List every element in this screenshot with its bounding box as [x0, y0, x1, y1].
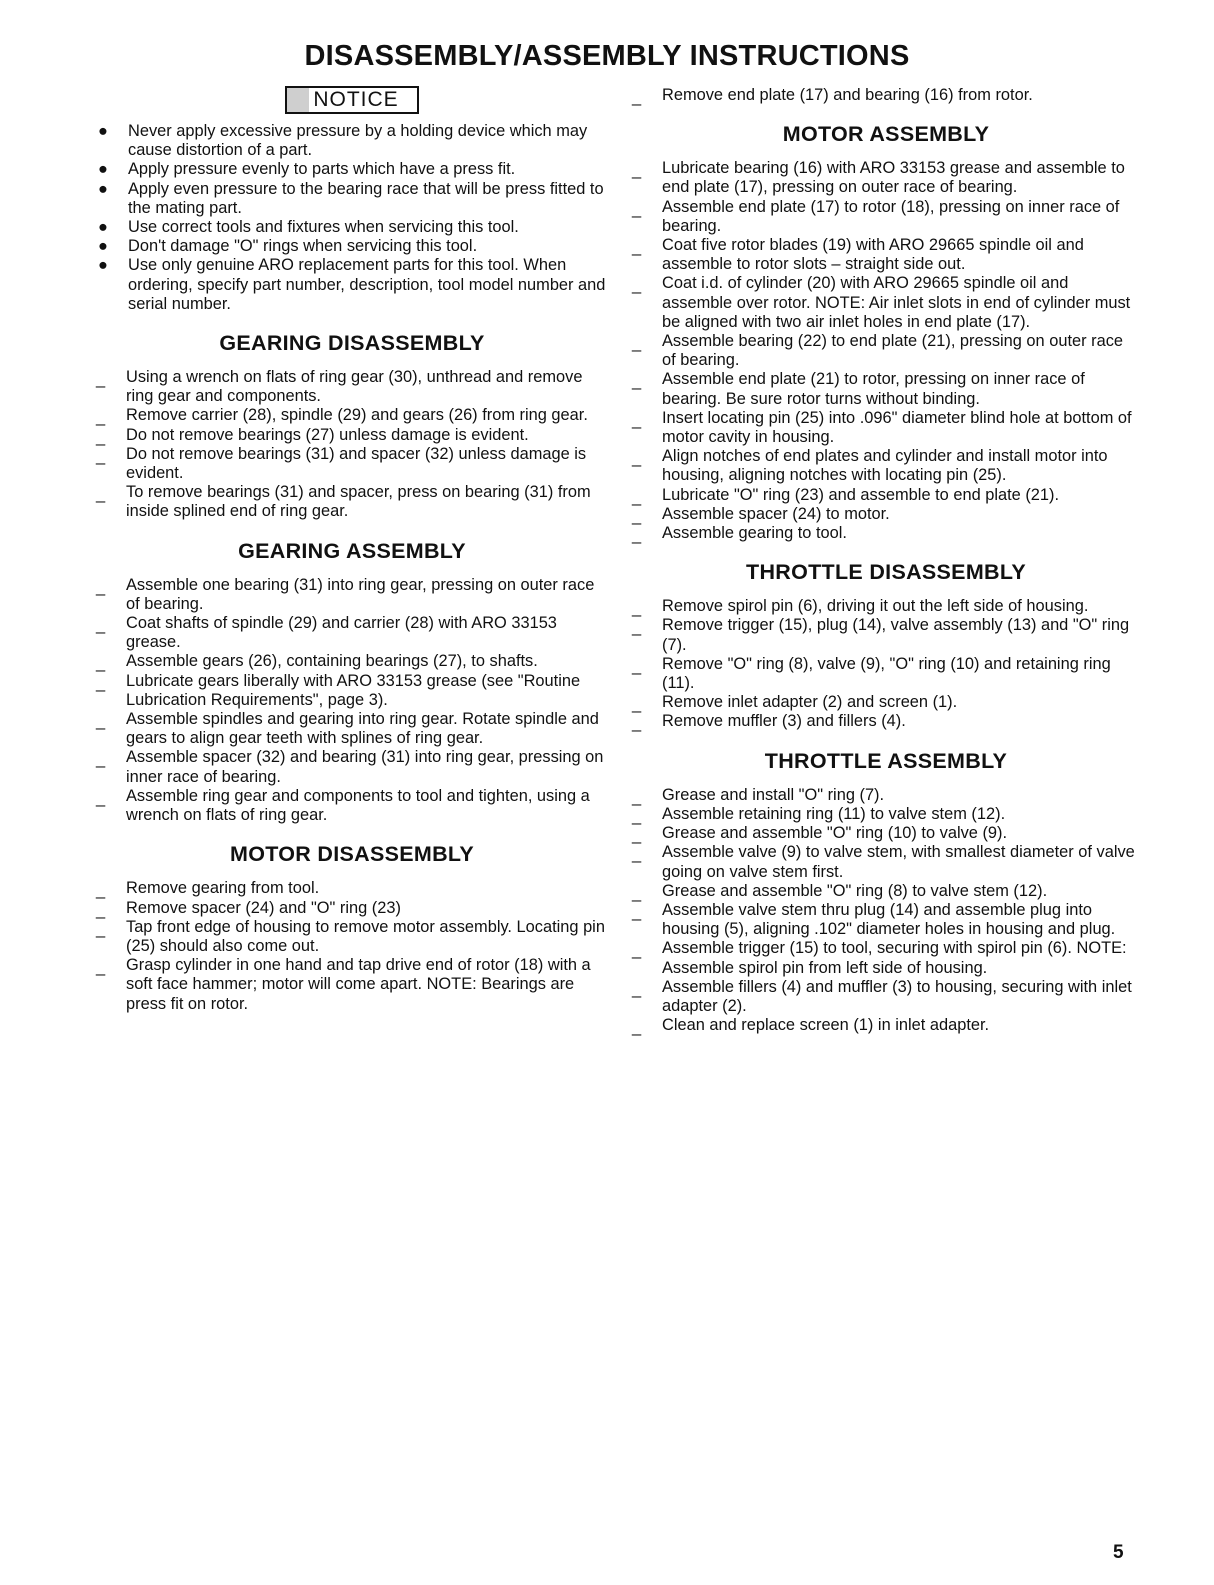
- list-item-text: Don't damage "O" rings when servicing this tool.: [128, 237, 478, 256]
- list-item: [96, 426, 608, 445]
- list-item-text: Use correct tools and fixtures when servicing this tool.: [128, 218, 519, 237]
- dash-marker: _: [632, 506, 642, 525]
- list-item-text: Remove gearing from tool.: [126, 879, 320, 898]
- dash-marker: _: [96, 712, 106, 731]
- list-item-text: Assemble one bearing (31) into ring gear, pressing on outer race of bearing.: [126, 575, 595, 613]
- bullet-icon: ●: [98, 179, 108, 198]
- list-item: [632, 616, 1140, 654]
- gearing-disassembly-list: [96, 368, 608, 522]
- list-item: [632, 486, 1140, 505]
- dash-marker: _: [96, 673, 106, 692]
- dash-marker: _: [632, 276, 642, 295]
- list-item: [96, 672, 608, 710]
- dash-marker: _: [632, 902, 642, 921]
- list-item: [632, 409, 1140, 447]
- list-item-text: Do not remove bearings (31) and spacer (32) unless damage is evident.: [126, 444, 587, 483]
- list-item: [632, 939, 1140, 977]
- gearing-assembly-heading: GEARING ASSEMBLY: [238, 538, 466, 563]
- page-title: DISASSEMBLY/ASSEMBLY INSTRUCTIONS: [304, 40, 910, 72]
- dash-marker: _: [96, 616, 106, 635]
- dash-marker: _: [632, 845, 642, 864]
- list-item-text: Using a wrench on flats of ring gear (30), unthread and remove ring gear and components.: [126, 368, 583, 406]
- list-item: [632, 901, 1140, 939]
- list-item: [632, 843, 1140, 881]
- list-item-text: Remove "O" ring (8), valve (9), "O" ring (10) and retaining ring (11).: [662, 654, 1111, 693]
- dash-marker: _: [632, 979, 642, 998]
- dash-marker: _: [632, 238, 642, 257]
- list-item-text: Assemble fillers (4) and muffler (3) to housing, securing with inlet adapter (2).: [662, 977, 1132, 1015]
- list-item-text: Assemble bearing (22) to end plate (21), pressing on outer race of bearing.: [662, 332, 1124, 370]
- list-item: [96, 710, 608, 748]
- dash-marker: _: [96, 919, 106, 938]
- left-column: [96, 86, 608, 1014]
- list-item: [632, 524, 1140, 543]
- list-item-text: To remove bearings (31) and spacer, press on bearing (31) from inside splined end of ring gear.: [126, 483, 591, 521]
- dash-marker: _: [96, 370, 106, 389]
- dash-marker: _: [632, 410, 642, 429]
- dash-marker: _: [96, 750, 106, 769]
- list-item: [96, 899, 608, 918]
- motor-disassembly-list: [96, 879, 608, 1013]
- list-item-text: Insert locating pin (25) into .096" diameter blind hole at bottom of motor cavity in housing.: [662, 408, 1132, 447]
- list-item-text: Assemble trigger (15) to tool, securing with spirol pin (6). NOTE: Assemble spirol pin from left side of housing.: [662, 939, 1127, 977]
- list-item-text: Grease and assemble "O" ring (8) to valve stem (12).: [662, 881, 1048, 900]
- list-item: [96, 180, 608, 218]
- gearing-assembly-list: [96, 576, 608, 826]
- list-item-text: Remove carrier (28), spindle (29) and gears (26) from ring gear.: [126, 406, 588, 425]
- list-item: [632, 805, 1140, 824]
- dash-marker: _: [632, 656, 642, 675]
- list-item: [96, 652, 608, 671]
- bullet-icon: ●: [98, 160, 108, 179]
- list-item-text: Grease and assemble "O" ring (10) to valve (9).: [662, 824, 1008, 843]
- list-item: [96, 748, 608, 786]
- list-item-text: Lubricate bearing (16) with ARO 33153 grease and assemble to end plate (17), pressing on outer race of bearing.: [662, 159, 1125, 197]
- dash-marker: _: [632, 787, 642, 806]
- list-item: [632, 655, 1140, 693]
- dash-marker: _: [632, 806, 642, 825]
- dash-marker: _: [632, 714, 642, 733]
- list-item-text: Clean and replace screen (1) in inlet adapter.: [662, 1016, 990, 1035]
- dash-marker: _: [96, 408, 106, 427]
- right-column: [632, 86, 1140, 1035]
- list-item-text: Remove muffler (3) and fillers (4).: [662, 712, 906, 731]
- list-item-text: Coat i.d. of cylinder (20) with ARO 29665 spindle oil and assemble over rotor. NOTE: Air inlet slots in end of cylinder must be aligned with two air inlet holes in end plate (17).: [662, 274, 1131, 331]
- dash-marker: _: [96, 427, 106, 446]
- list-item: [632, 86, 1140, 105]
- dash-marker: _: [632, 199, 642, 218]
- list-item: [96, 122, 608, 160]
- list-item: [632, 236, 1140, 274]
- list-item: [96, 160, 608, 179]
- list-item: [96, 576, 608, 614]
- list-item-text: Lubricate "O" ring (23) and assemble to end plate (21).: [662, 485, 1060, 504]
- list-item-text: Do not remove bearings (27) unless damage is evident.: [126, 425, 529, 444]
- notice-header: [96, 86, 608, 114]
- list-item-text: Coat shafts of spindle (29) and carrier (28) with ARO 33153 grease.: [126, 614, 557, 652]
- list-item-text: Remove spacer (24) and "O" ring (23): [126, 898, 401, 917]
- list-item: [96, 368, 608, 406]
- dash-marker: _: [632, 941, 642, 960]
- list-item-text: Coat five rotor blades (19) with ARO 29665 spindle oil and assemble to rotor slots – straight side out.: [662, 236, 1084, 274]
- throttle-disassembly-heading: THROTTLE DISASSEMBLY: [746, 560, 1026, 585]
- motor-disassembly-heading: MOTOR DISASSEMBLY: [229, 842, 475, 867]
- list-item-text: Assemble valve stem thru plug (14) and assemble plug into housing (5), aligning .102" diameter holes in housing and plug.: [662, 900, 1116, 939]
- list-item-text: Assemble end plate (17) to rotor (18), pressing on inner race of bearing.: [662, 197, 1120, 235]
- list-item: [632, 978, 1140, 1016]
- motor-disassembly-continued-list: [632, 86, 1140, 105]
- list-item: [632, 597, 1140, 616]
- list-item: [96, 787, 608, 825]
- bullet-icon: ●: [98, 122, 108, 140]
- list-item-text: Assemble spacer (24) to motor.: [662, 504, 890, 523]
- dash-marker: _: [632, 487, 642, 506]
- dash-marker: _: [632, 88, 642, 106]
- list-item: [96, 406, 608, 425]
- list-item: [632, 824, 1140, 843]
- dash-marker: _: [96, 485, 106, 504]
- list-item-text: Grease and install "O" ring (7).: [662, 785, 885, 804]
- throttle-assembly-list: [632, 786, 1140, 1036]
- list-item: [96, 918, 608, 956]
- dash-marker: _: [632, 161, 642, 180]
- dash-marker: _: [632, 695, 642, 714]
- dash-marker: _: [632, 883, 642, 902]
- bullet-icon: ●: [98, 256, 108, 275]
- dash-marker: _: [632, 1018, 642, 1037]
- bullet-icon: ●: [98, 218, 108, 237]
- page-number: 5: [1113, 1542, 1124, 1563]
- list-item: [632, 274, 1140, 332]
- list-item-text: Assemble retaining ring (11) to valve stem (12).: [662, 804, 1006, 823]
- list-item: [96, 237, 608, 256]
- dash-marker: _: [96, 958, 106, 977]
- list-item-text: Remove spirol pin (6), driving it out the left side of housing.: [662, 597, 1089, 616]
- bullet-icon: ●: [98, 237, 108, 256]
- throttle-disassembly-list: [632, 597, 1140, 731]
- list-item: [96, 256, 608, 314]
- list-item: [632, 712, 1140, 731]
- dash-marker: _: [96, 900, 106, 919]
- dash-marker: _: [632, 618, 642, 637]
- list-item-text: Align notches of end plates and cylinder and install motor into housing, aligning notches with locating pin (25).: [662, 447, 1108, 485]
- dash-marker: _: [96, 881, 106, 900]
- list-item-text: Remove trigger (15), plug (14), valve assembly (13) and "O" ring (7).: [662, 616, 1130, 654]
- list-item: [96, 218, 608, 237]
- list-item: [96, 445, 608, 483]
- list-item: [632, 198, 1140, 236]
- dash-marker: _: [632, 599, 642, 618]
- list-item: [632, 693, 1140, 712]
- list-item: [632, 370, 1140, 408]
- list-item: [96, 614, 608, 652]
- dash-marker: _: [632, 449, 642, 468]
- list-item: [632, 447, 1140, 485]
- dash-marker: _: [632, 826, 642, 845]
- dash-marker: _: [96, 654, 106, 673]
- list-item: [96, 879, 608, 898]
- motor-assembly-heading: MOTOR ASSEMBLY: [782, 122, 990, 147]
- dash-marker: _: [96, 577, 106, 596]
- list-item-text: Apply even pressure to the bearing race that will be press fitted to the mating part.: [128, 179, 604, 217]
- list-item: [96, 956, 608, 1014]
- dash-marker: _: [632, 372, 642, 391]
- list-item-text: Assemble valve (9) to valve stem, with smallest diameter of valve going on valve stem first.: [662, 843, 1135, 881]
- list-item-text: Apply pressure evenly to parts which have a press fit.: [128, 160, 516, 179]
- dash-marker: _: [632, 526, 642, 545]
- dash-marker: _: [96, 446, 106, 465]
- list-item: [632, 882, 1140, 901]
- notice-label: NOTICE: [285, 86, 418, 114]
- notice-list: [96, 122, 608, 314]
- list-item-text: Assemble spindles and gearing into ring gear. Rotate spindle and gears to align gear teeth with splines of ring gear.: [126, 710, 599, 748]
- dash-marker: _: [96, 788, 106, 807]
- gearing-disassembly-heading: GEARING DISASSEMBLY: [219, 331, 485, 356]
- list-item-text: Tap front edge of housing to remove motor assembly. Locating pin (25) should also come out.: [126, 917, 605, 955]
- list-item-text: Never apply excessive pressure by a holding device which may cause distortion of a part.: [128, 122, 588, 160]
- list-item: [632, 332, 1140, 370]
- list-item: [632, 159, 1140, 197]
- list-item-text: Assemble gearing to tool.: [662, 524, 847, 543]
- list-item-text: Remove end plate (17) and bearing (16) from rotor.: [662, 86, 1033, 104]
- throttle-assembly-heading: THROTTLE ASSEMBLY: [764, 748, 1008, 773]
- dash-marker: _: [632, 334, 642, 353]
- list-item-text: Grasp cylinder in one hand and tap drive end of rotor (18) with a soft face hammer; motor will come apart. NOTE: Bearings are press fit on rotor.: [126, 956, 591, 1013]
- list-item-text: Remove inlet adapter (2) and screen (1).: [662, 693, 958, 712]
- list-item: [632, 786, 1140, 805]
- list-item-text: Assemble ring gear and components to tool and tighten, using a wrench on flats of ring gear.: [126, 786, 590, 825]
- list-item-text: Assemble end plate (21) to rotor, pressing on inner race of bearing. Be sure rotor turns without binding.: [662, 370, 1085, 408]
- motor-assembly-list: [632, 159, 1140, 543]
- list-item-text: Assemble gears (26), containing bearings (27), to shafts.: [126, 652, 538, 671]
- list-item: [96, 483, 608, 521]
- list-item: [632, 1016, 1140, 1035]
- list-item-text: Lubricate gears liberally with ARO 33153 grease (see "Routine Lubrication Requirements", page 3).: [126, 671, 581, 709]
- list-item-text: Assemble spacer (32) and bearing (31) into ring gear, pressing on inner race of bearing.: [126, 748, 604, 786]
- list-item-text: Use only genuine ARO replacement parts for this tool. When ordering, specify part number, description, tool model number and serial number.: [128, 256, 606, 313]
- list-item: [632, 505, 1140, 524]
